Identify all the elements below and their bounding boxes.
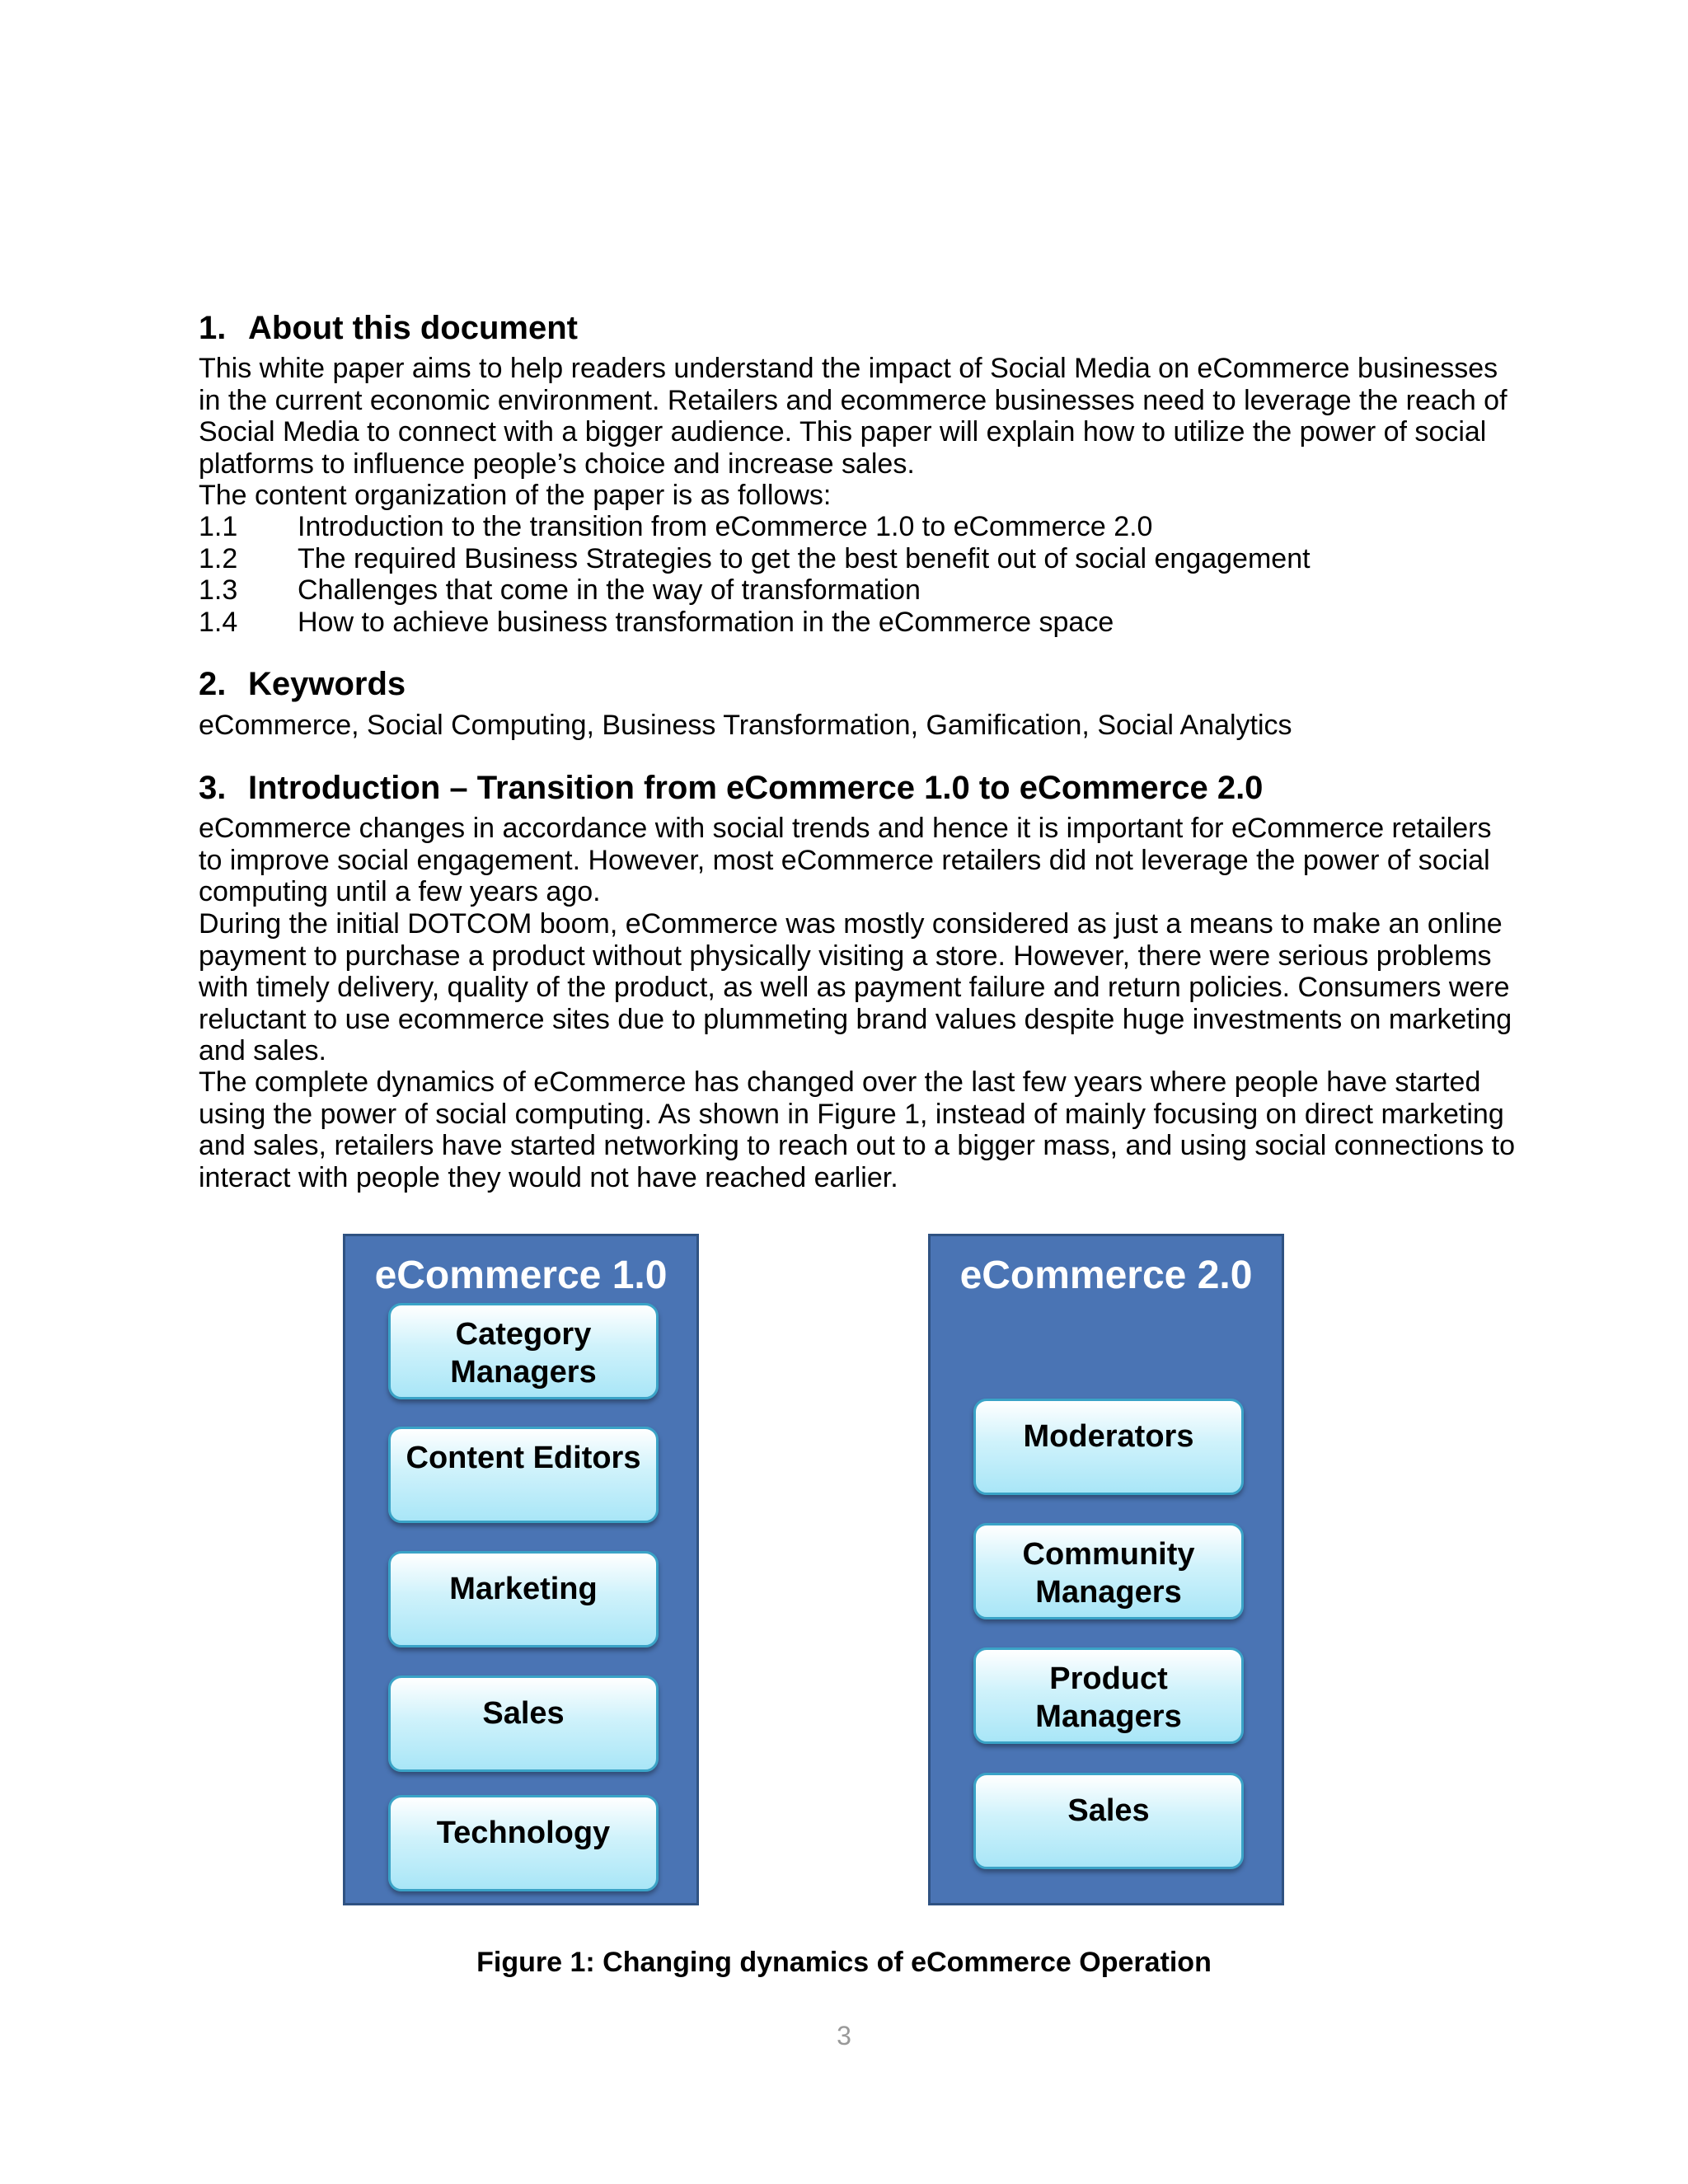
section-1-title: About this document <box>248 310 578 346</box>
role-label: Community Managers <box>1022 1537 1195 1610</box>
section-1-number: 1. <box>199 310 227 346</box>
ecommerce-1-title: eCommerce 1.0 <box>374 1254 668 1297</box>
toc-item <box>199 607 1517 639</box>
section-1-organization-intro: The content organization of the paper is as follows: <box>199 480 832 511</box>
page-number: 3 <box>837 2021 851 2050</box>
toc-item-number: 1.2 <box>199 542 238 574</box>
section-3-title: Introduction – Transition from eCommerce 1.0 to eCommerce 2.0 <box>248 770 1264 806</box>
toc-item <box>199 543 1517 575</box>
role-box <box>973 1773 1244 1869</box>
role-label: Moderators <box>1023 1419 1194 1454</box>
ecommerce-2-column <box>928 1234 1284 1905</box>
toc-item-text: Introduction to the transition from eCommerce 1.0 to eCommerce 2.0 <box>298 511 1153 542</box>
toc-item-number: 1.1 <box>199 511 238 542</box>
toc-item-text: Challenges that come in the way of transformation <box>298 574 921 606</box>
role-label: Technology <box>436 1816 611 1850</box>
section-3-paragraph-1: eCommerce changes in accordance with social trends and hence it is important for eCommerce retailers to improve social engagement. However, most eCommerce retailers did not leverage the power of social computing until a few years ago. <box>199 813 1492 907</box>
section-3-heading <box>199 768 1263 808</box>
section-2-heading <box>199 664 406 704</box>
figure-caption: Figure 1: Changing dynamics of eCommerce Operation <box>476 1947 1212 1978</box>
role-box <box>388 1427 659 1523</box>
toc-item-number: 1.3 <box>199 574 238 606</box>
section-3-paragraph-3: The complete dynamics of eCommerce has changed over the last few years where people have started using the power of social computing. As shown in Figure 1, instead of mainly focusing on direct marketing and sales, retailers have started networking to reach out to a bigger mass, and using social connections to interact with people they would not have reached earlier. <box>199 1066 1516 1193</box>
ecommerce-2-title: eCommerce 2.0 <box>959 1254 1253 1297</box>
toc-item-number: 1.4 <box>199 606 238 638</box>
toc-item-text: The required Business Strategies to get the best benefit out of social engagement <box>298 542 1311 574</box>
role-label: Category Managers <box>450 1317 597 1390</box>
role-box <box>388 1551 659 1647</box>
role-label: Marketing <box>449 1572 598 1606</box>
role-box <box>388 1795 659 1891</box>
toc-item-text: How to achieve business transformation in the eCommerce space <box>298 606 1114 638</box>
role-box <box>973 1399 1244 1495</box>
role-box <box>388 1303 659 1399</box>
role-label: Product Managers <box>1035 1661 1182 1734</box>
toc-item <box>199 574 1517 607</box>
role-label: Content Editors <box>406 1441 641 1475</box>
section-3-number: 3. <box>199 770 227 806</box>
section-2-number: 2. <box>199 666 227 702</box>
role-box <box>388 1675 659 1772</box>
role-box <box>973 1647 1244 1744</box>
role-box <box>973 1523 1244 1619</box>
toc-item <box>199 511 1517 543</box>
role-label: Sales <box>1067 1793 1150 1828</box>
section-3-paragraph-2: During the initial DOTCOM boom, eCommerce was mostly considered as just a means to make an online payment to purchase a product without physically visiting a store. However, there were serious problems with timely delivery, quality of the product, as well as payment failure and return policies. Consumers were reluctant to use ecommerce sites due to plummeting brand values despite huge investments on marketing and sales. <box>199 908 1512 1066</box>
section-1-heading <box>199 308 578 348</box>
keywords-text: eCommerce, Social Computing, Business Transformation, Gamification, Social Analytics <box>199 710 1292 741</box>
role-label: Sales <box>482 1696 565 1731</box>
ecommerce-1-column <box>343 1234 699 1905</box>
section-2-title: Keywords <box>248 666 406 702</box>
section-1-paragraph: This white paper aims to help readers understand the impact of Social Media on eCommerce businesses in the current economic environment. Retailers and ecommerce businesses need to leverage the reach of Social Media to connect with a bigger audience. This paper will explain how to utilize the power of social platforms to influence people’s choice and increase sales. <box>199 353 1507 480</box>
content-organization-list <box>199 511 1517 638</box>
